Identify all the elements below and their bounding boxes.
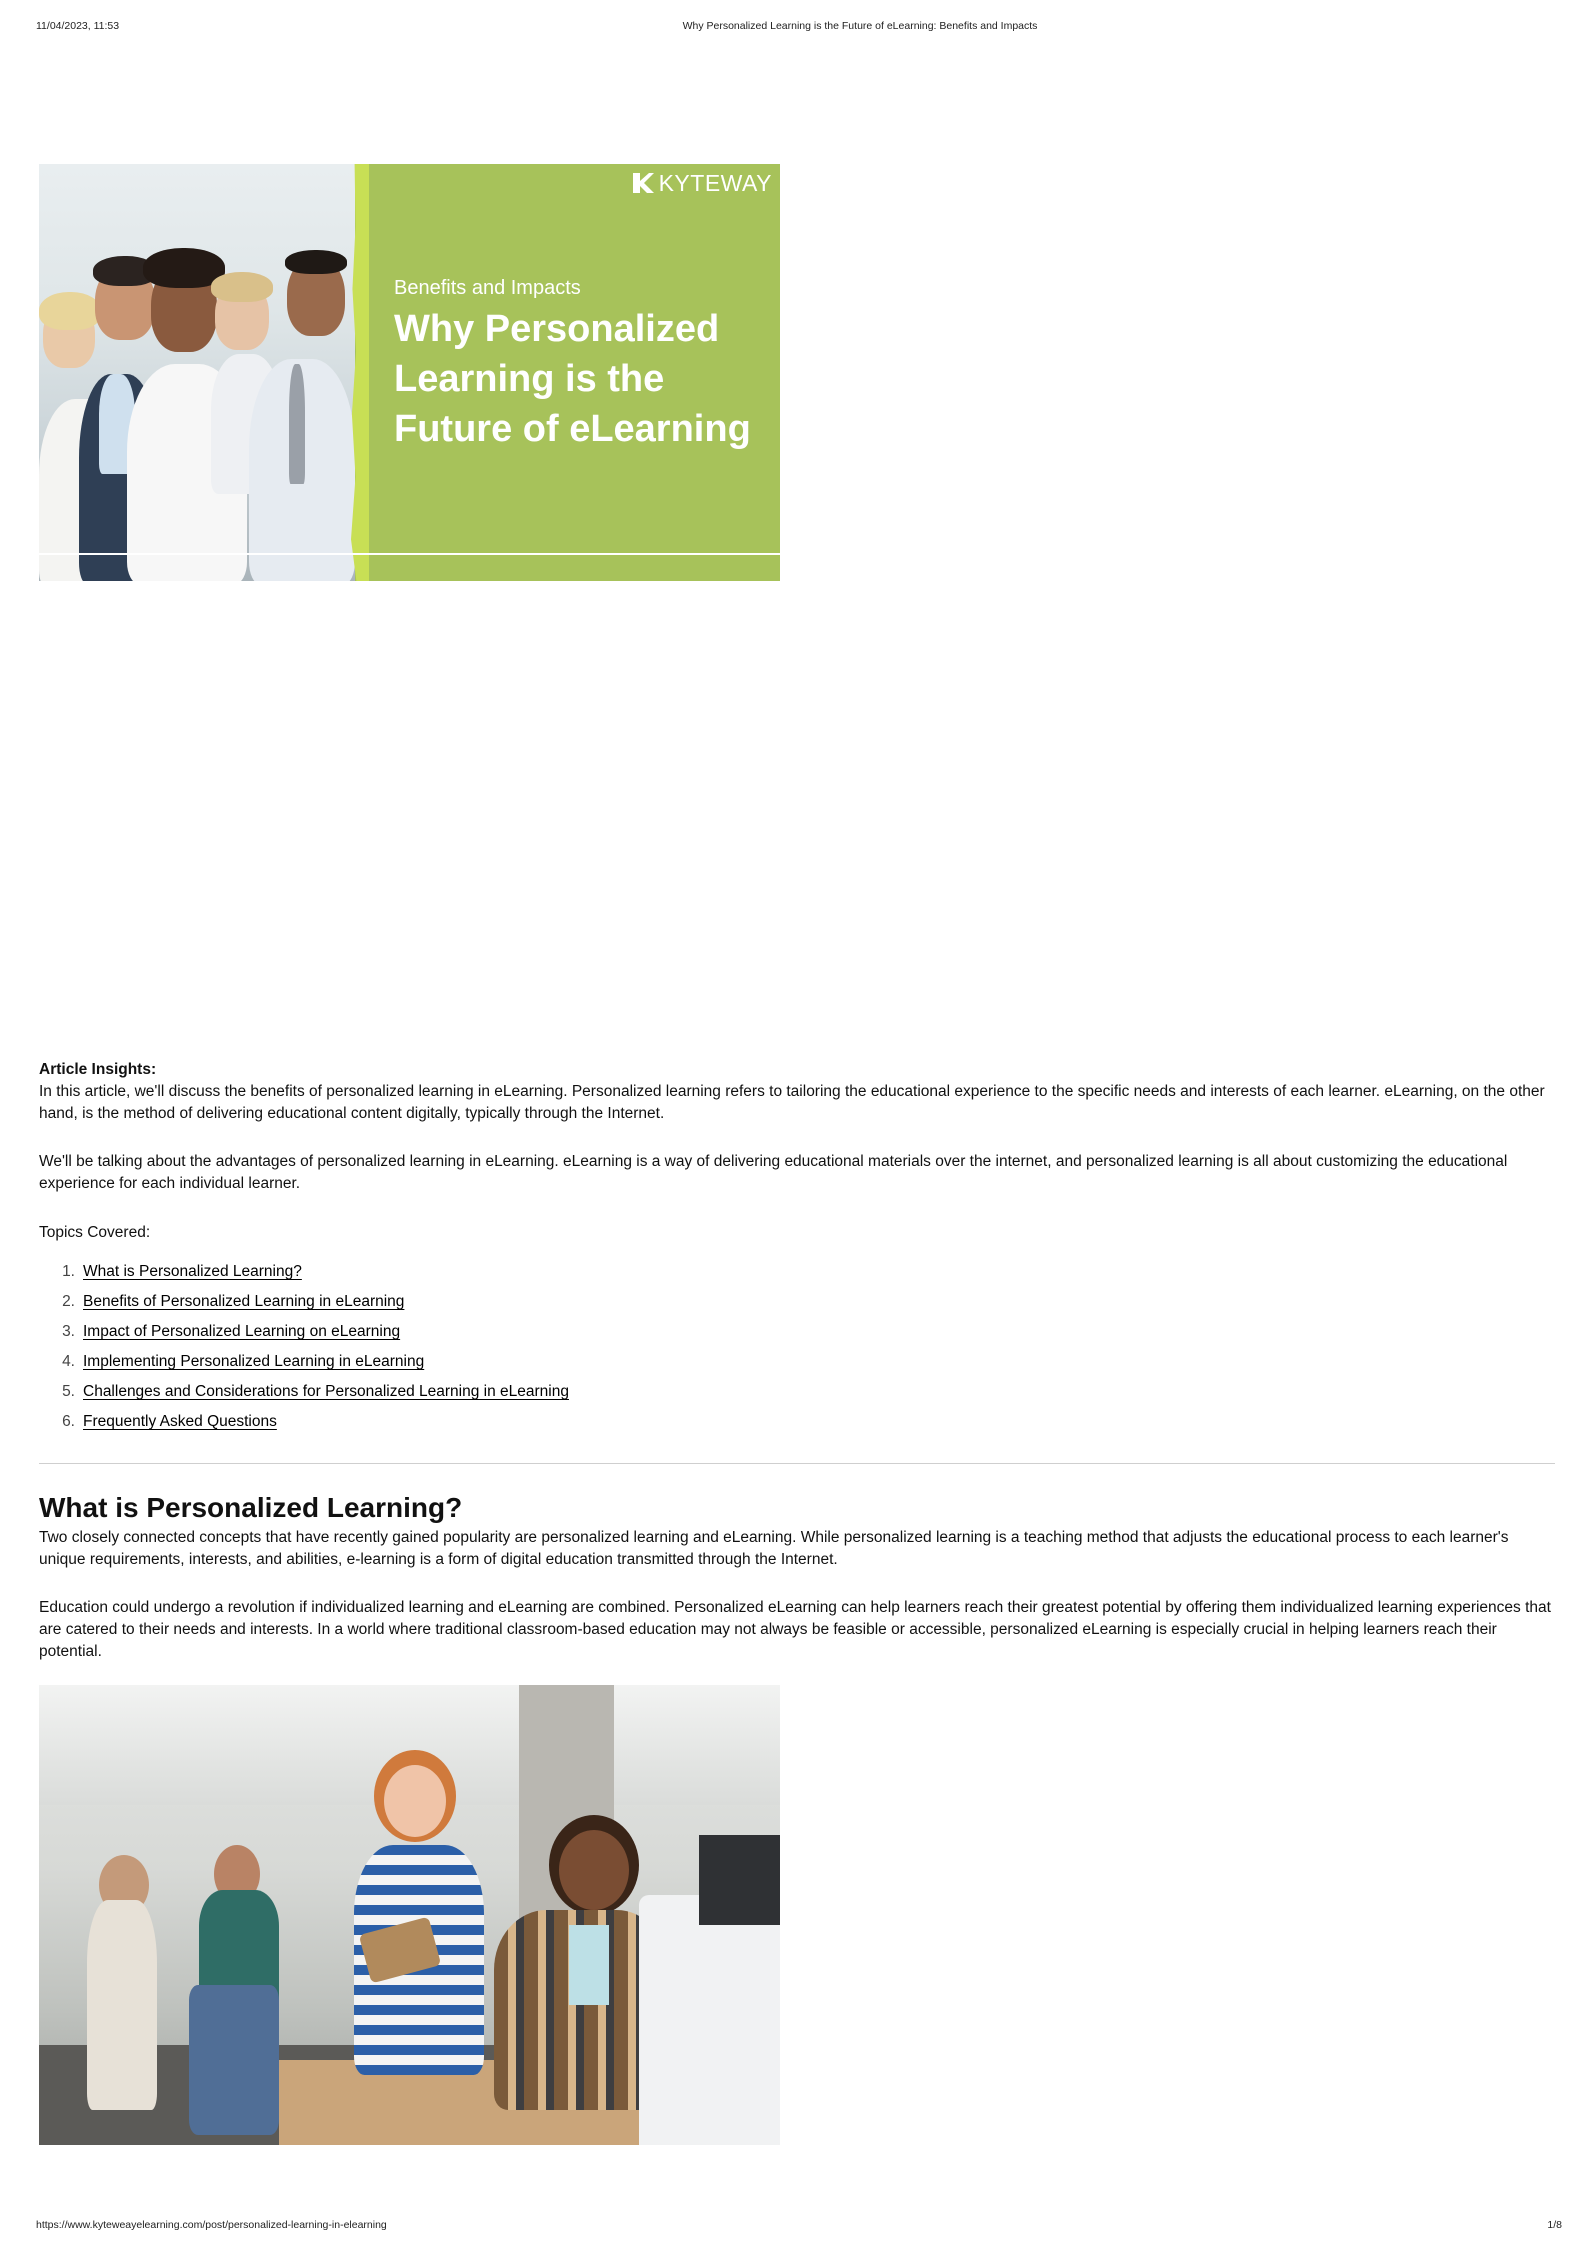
list-item: 4. Implementing Personalized Learning in eLearning xyxy=(39,1347,569,1377)
print-page-title: Why Personalized Learning is the Future of eLearning: Benefits and Impacts xyxy=(682,20,1038,32)
article-insights-paragraph-1: In this article, we'll discuss the benefits of personalized learning in eLearning. Personalized learning refers to tailoring the educational experience to the specific needs and interests of each learner. eLearning, on the other hand, is the method of delivering educational content digitally, typically through the Internet. xyxy=(39,1083,1545,1122)
print-url: https://www.kyteweayelearning.com/post/personalized-learning-in-elearning xyxy=(36,2219,387,2231)
topic-link-faq[interactable]: Frequently Asked Questions xyxy=(83,1413,277,1430)
topics-covered-label: Topics Covered: xyxy=(39,1224,151,1241)
kyteway-logo xyxy=(631,170,772,196)
list-item: 1. What is Personalized Learning? xyxy=(39,1257,569,1287)
print-datetime: 11/04/2023, 11:53 xyxy=(36,20,120,32)
kyteway-logo-icon xyxy=(631,171,655,195)
topics-list xyxy=(39,1257,569,1437)
section-paragraph-2: Education could undergo a revolution if individualized learning and eLearning are combined. Personalized eLearning can help learners reach their greatest potential by offering them individualized learning experiences that are catered to their needs and interests. In a world where traditional classroom-based education may not always be feasible or accessible, personalized eLearning is especially crucial in helping learners reach their potential. xyxy=(39,1599,1551,1660)
section-divider xyxy=(39,1463,1555,1464)
article-insights-label: Article Insights: xyxy=(39,1061,157,1078)
topic-link-benefits[interactable]: Benefits of Personalized Learning in eLearning xyxy=(83,1293,405,1310)
section-paragraph-1: Two closely connected concepts that have recently gained popularity are personalized learning and eLearning. While personalized learning is a teaching method that adjusts the educational process to each learner's unique requirements, interests, and abilities, e-learning is a form of digital education transmitted through the Internet. xyxy=(39,1529,1509,1568)
topic-link-impact[interactable]: Impact of Personalized Learning on eLearning xyxy=(83,1323,401,1340)
list-item: 3. Impact of Personalized Learning on eLearning xyxy=(39,1317,569,1347)
topic-link-implementing[interactable]: Implementing Personalized Learning in eLearning xyxy=(83,1353,425,1370)
banner-rule xyxy=(39,553,780,555)
section-heading-what-is-personalized-learning: What is Personalized Learning? xyxy=(39,1492,463,1523)
topic-link-challenges[interactable]: Challenges and Considerations for Personalized Learning in eLearning xyxy=(83,1383,569,1400)
print-page-number: 1/8 xyxy=(1547,2219,1562,2231)
hero-banner-image xyxy=(39,164,780,581)
banner-subtitle: Benefits and Impacts xyxy=(394,277,581,299)
banner-title: Why Personalized Learning is the Future of eLearning xyxy=(394,308,751,450)
team-photo xyxy=(39,164,355,581)
print-header xyxy=(0,20,1588,34)
brand-name: KYTEWAY xyxy=(658,169,772,196)
office-team-photo xyxy=(39,1685,780,2145)
topic-link-what-is-personalized-learning[interactable]: What is Personalized Learning? xyxy=(83,1263,302,1280)
list-item: 6. Frequently Asked Questions xyxy=(39,1407,569,1437)
article-insights-paragraph-2: We'll be talking about the advantages of personalized learning in eLearning. eLearning is a way of delivering educational materials over the internet, and personalized learning is all about customizing the educational experience for each individual learner. xyxy=(39,1153,1508,1192)
print-footer xyxy=(0,2219,1588,2233)
list-item: 5. Challenges and Considerations for Personalized Learning in eLearning xyxy=(39,1377,569,1407)
list-item: 2. Benefits of Personalized Learning in eLearning xyxy=(39,1287,569,1317)
